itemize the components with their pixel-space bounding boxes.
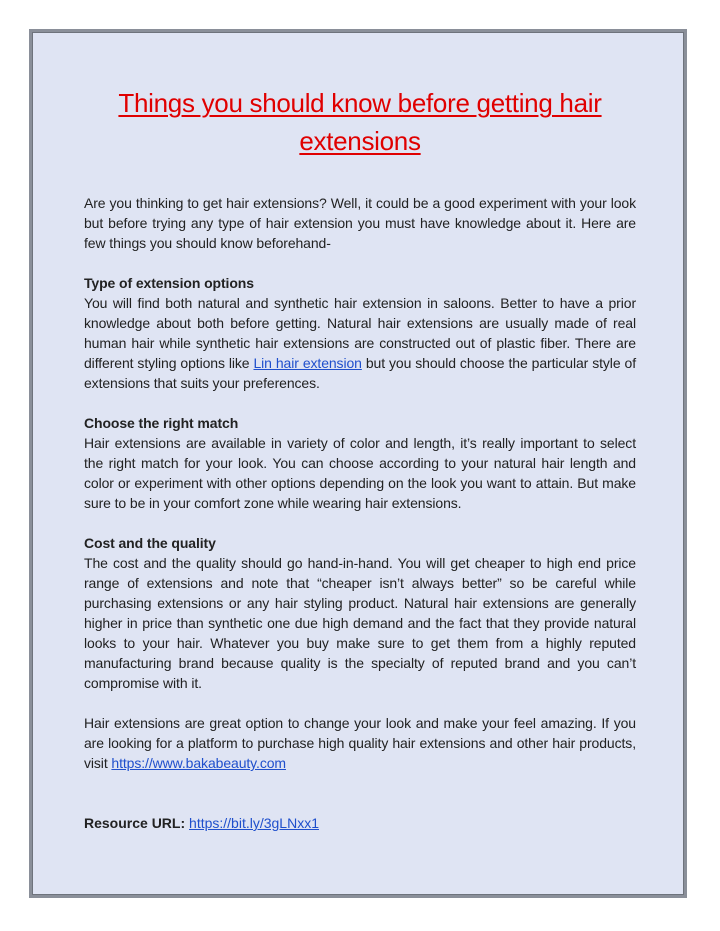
section-text-continued: but you should choose the particular style of extensions that suits your preferences. bbox=[84, 355, 636, 391]
section-right-match bbox=[84, 413, 636, 513]
section-cost-quality bbox=[84, 533, 636, 693]
section-text: You will find both natural and synthetic hair extension in saloons. Better to have a prior knowledge about both before getting. Natural hair extensions are usually made of real human hair while synthetic hair extensions are constructed out of plastic fiber. There are different styling options like bbox=[84, 295, 636, 371]
closing-paragraph bbox=[84, 713, 636, 773]
section-text: The cost and the quality should go hand-in-hand. You will get cheaper to high end price range of extensions and note that “cheaper isn’t always better” so be careful while purchasing extensions or any hair styling product. Natural hair extensions are generally higher in price than synthetic one due high demand and the fact that they provide natural looks to your hair. Whatever you buy make sure to get them from a highly reputed manufacturing brand because quality is the specialty of reputed brand and you can’t compromise with it. bbox=[84, 555, 636, 691]
bakabeauty-link[interactable]: https://www.bakabeauty.com bbox=[111, 755, 286, 771]
section-heading: Type of extension options bbox=[84, 275, 254, 291]
lin-hair-extension-link[interactable]: Lin hair extension bbox=[253, 355, 362, 371]
section-text: Hair extensions are available in variety of color and length, it’s really important to select the right match for your look. You can choose according to your natural hair length and color or experiment with other options depending on the look you want to attain. But make sure to be in your comfort zone while wearing hair extensions. bbox=[84, 435, 636, 511]
section-heading: Cost and the quality bbox=[84, 535, 216, 551]
document-title: Things you should know before getting hair extensions bbox=[118, 88, 602, 156]
section-heading: Choose the right match bbox=[84, 415, 239, 431]
resource-label: Resource URL: bbox=[84, 815, 186, 831]
section-type-of-extension bbox=[84, 273, 636, 393]
document-content bbox=[84, 84, 636, 833]
resource-url-line bbox=[84, 813, 636, 833]
resource-link[interactable]: https://bit.ly/3gLNxx1 bbox=[189, 815, 319, 831]
closing-text: Hair extensions are great option to change your look and make your feel amazing. If you are looking for a platform to purchase high quality hair extensions and other hair products, visit bbox=[84, 715, 636, 771]
intro-paragraph: Are you thinking to get hair extensions? Well, it could be a good experiment with your look but before trying any type of hair extension you must have knowledge about it. Here are few things you should know beforehand- bbox=[84, 195, 636, 251]
document-page bbox=[29, 29, 687, 898]
